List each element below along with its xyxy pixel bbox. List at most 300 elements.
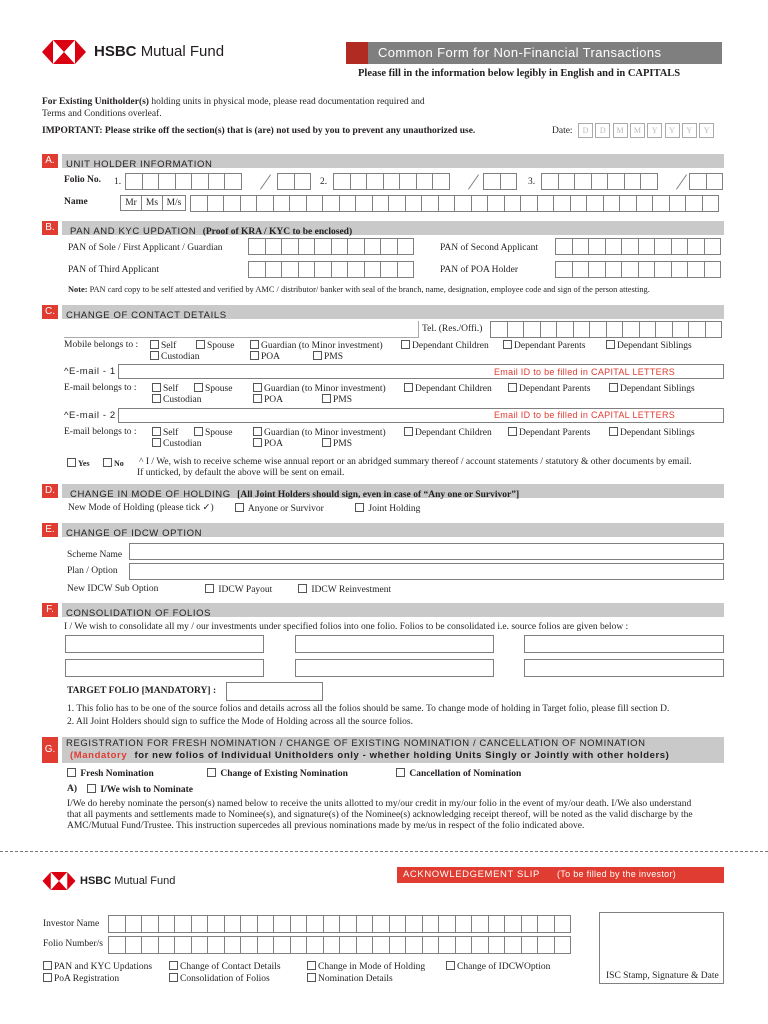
ack-folio-cell[interactable] [323, 936, 341, 954]
tel-cell[interactable] [688, 321, 706, 338]
mobile-pms[interactable] [313, 351, 343, 363]
folio-3-cell[interactable] [607, 173, 625, 190]
name-cell[interactable] [339, 195, 357, 212]
email2-custodian[interactable] [152, 438, 202, 450]
pan-first-cell[interactable] [397, 238, 415, 255]
email2-pms-checkbox[interactable] [322, 438, 331, 447]
folio-3-cell[interactable] [624, 173, 642, 190]
folio-2-cell[interactable] [383, 173, 401, 190]
ack-name-cell[interactable] [207, 915, 225, 933]
pan-poa-cell[interactable] [638, 261, 656, 278]
name-cell[interactable] [586, 195, 604, 212]
tel-cell[interactable] [589, 321, 607, 338]
mobile-parents-checkbox[interactable] [503, 340, 512, 349]
name-cell[interactable] [438, 195, 456, 212]
pan-third-cell[interactable] [281, 261, 299, 278]
pan-third-cell[interactable] [248, 261, 266, 278]
mobile-siblings[interactable] [606, 340, 692, 352]
mobile-poa-checkbox[interactable] [250, 351, 259, 360]
ack-folio-cell[interactable] [125, 936, 143, 954]
pan-second-cell[interactable] [654, 238, 672, 255]
date-cell[interactable]: M [630, 123, 645, 138]
email1-siblings-label: Dependant Siblings [620, 384, 695, 394]
source-folio-6[interactable] [524, 659, 724, 677]
form-subtitle: Please fill in the information below legibly in English and in CAPITALS [358, 68, 681, 79]
pan-first-cell[interactable] [314, 238, 332, 255]
email2-children-checkbox[interactable] [404, 427, 413, 436]
name-cell[interactable] [273, 195, 291, 212]
wish-nominate-checkbox[interactable] [87, 784, 96, 793]
folio-1b-cell[interactable] [294, 173, 312, 190]
ack-name-cell[interactable] [356, 915, 374, 933]
pan-third-cell[interactable] [347, 261, 365, 278]
scheme-name-input[interactable] [129, 543, 724, 560]
email2-parents-checkbox[interactable] [508, 427, 517, 436]
section-e-header: CHANGE OF IDCW OPTION [62, 523, 724, 537]
source-folio-3[interactable] [524, 635, 724, 653]
folio-1-cell[interactable] [142, 173, 160, 190]
pan-third-cell[interactable] [380, 261, 398, 278]
name-cell[interactable] [240, 195, 258, 212]
pan-third-cell[interactable] [397, 261, 415, 278]
mobile-poa[interactable] [250, 351, 280, 363]
ack-name-cell[interactable] [290, 915, 308, 933]
ack-name-cell[interactable] [455, 915, 473, 933]
name-cell[interactable] [537, 195, 555, 212]
pan-first-cell[interactable] [364, 238, 382, 255]
pan-second-cell[interactable] [605, 238, 623, 255]
idcw-payout-checkbox[interactable] [205, 584, 214, 593]
tel-cell[interactable] [507, 321, 525, 338]
mobile-self-checkbox[interactable] [150, 340, 159, 349]
source-folio-1[interactable] [65, 635, 264, 653]
ack-name-cell[interactable] [504, 915, 522, 933]
ack-consolidation-checkbox[interactable] [169, 973, 178, 982]
mobile-children-checkbox[interactable] [401, 340, 410, 349]
ack-poa-checkbox[interactable] [43, 973, 52, 982]
pan-poa-cell[interactable] [687, 261, 705, 278]
pan-second-cell[interactable] [687, 238, 705, 255]
date-label: Date: [552, 126, 573, 136]
ack-name-cell[interactable] [108, 915, 126, 933]
tel-cell[interactable] [523, 321, 541, 338]
ack-folio-cell[interactable] [422, 936, 440, 954]
ack-name-cell[interactable] [405, 915, 423, 933]
name-cell[interactable] [372, 195, 390, 212]
ack-folio-cell[interactable] [389, 936, 407, 954]
ack-folio-cell[interactable] [224, 936, 242, 954]
name-cell[interactable] [388, 195, 406, 212]
idcw-payout-option[interactable]: IDCW Payout [205, 584, 272, 596]
ack-name-cell[interactable] [306, 915, 324, 933]
ack-folio-cell[interactable] [158, 936, 176, 954]
pan-third-cell[interactable] [331, 261, 349, 278]
ack-name-cell[interactable] [438, 915, 456, 933]
folio-2b-cell[interactable] [483, 173, 501, 190]
source-folio-4[interactable] [65, 659, 264, 677]
email1-poa[interactable] [253, 394, 283, 406]
pan-second-cell[interactable] [555, 238, 573, 255]
name-cell[interactable] [520, 195, 538, 212]
ack-folio-cell[interactable] [290, 936, 308, 954]
folio-3-cell[interactable] [591, 173, 609, 190]
email1-poa-checkbox[interactable] [253, 394, 262, 403]
pan-poa-cell[interactable] [621, 261, 639, 278]
date-cell[interactable]: D [578, 123, 593, 138]
joint-holding-checkbox[interactable] [355, 503, 364, 512]
email1-siblings[interactable] [609, 383, 695, 395]
pan-second-cell[interactable] [638, 238, 656, 255]
pan-third-cell[interactable] [265, 261, 283, 278]
pan-third-cell[interactable] [364, 261, 382, 278]
folio-3b-cell[interactable] [689, 173, 707, 190]
tel-cell[interactable] [556, 321, 574, 338]
email2-siblings[interactable] [609, 427, 695, 439]
folio-1b-cell[interactable] [277, 173, 295, 190]
ack-name-cell[interactable] [257, 915, 275, 933]
ack-pan-kyc[interactable]: PAN and KYC Updations [43, 961, 152, 973]
email2-children[interactable] [404, 427, 492, 439]
form-title: Common Form for Non-Financial Transactions [378, 45, 662, 60]
email2-siblings-checkbox[interactable] [609, 427, 618, 436]
ack-name-cell[interactable] [141, 915, 159, 933]
mobile-custodian-checkbox[interactable] [150, 351, 159, 360]
folio-2-cell[interactable] [416, 173, 434, 190]
ack-folio-cell[interactable] [306, 936, 324, 954]
mobile-spouse-checkbox[interactable] [196, 340, 205, 349]
ack-contact[interactable]: Change of Contact Details [169, 961, 281, 973]
date-cell[interactable]: Y [665, 123, 680, 138]
name-cell[interactable] [256, 195, 274, 212]
tel-cell[interactable] [573, 321, 591, 338]
ack-folio-cell[interactable] [339, 936, 357, 954]
folio-2-cell[interactable] [399, 173, 417, 190]
email-2-belongs-label: E-mail belongs to : [64, 427, 137, 437]
ack-idcw-checkbox[interactable] [446, 961, 455, 970]
pan-poa-cell[interactable] [654, 261, 672, 278]
pan-third-cell[interactable] [314, 261, 332, 278]
ack-pan-kyc-checkbox[interactable] [43, 961, 52, 970]
ack-folio-cell[interactable] [554, 936, 572, 954]
form-title-bar [346, 42, 722, 64]
pan-poa-cell[interactable] [555, 261, 573, 278]
email2-poa-checkbox[interactable] [253, 438, 262, 447]
email1-parents[interactable] [508, 383, 591, 395]
email2-pms[interactable] [322, 438, 352, 450]
anyone-survivor-checkbox[interactable] [235, 503, 244, 512]
tel-cell[interactable] [655, 321, 673, 338]
folio-3-cell[interactable] [541, 173, 559, 190]
tel-cell[interactable] [490, 321, 508, 338]
folio-3b-cell[interactable] [706, 173, 724, 190]
date-cell[interactable]: Y [647, 123, 662, 138]
fresh-nomination-option[interactable]: Fresh Nomination [67, 768, 154, 780]
name-cell[interactable] [652, 195, 670, 212]
salutation-mr[interactable]: Mr [120, 195, 142, 211]
email1-self-checkbox[interactable] [152, 383, 161, 392]
name-cell[interactable] [685, 195, 703, 212]
ack-nomination-checkbox[interactable] [307, 973, 316, 982]
idcw-reinvest-checkbox[interactable] [298, 584, 307, 593]
tel-cell[interactable] [540, 321, 558, 338]
pan-first-cell[interactable] [347, 238, 365, 255]
consent-yes-checkbox[interactable] [67, 458, 76, 467]
ack-name-cell[interactable] [372, 915, 390, 933]
ack-nomination[interactable]: Nomination Details [307, 973, 393, 985]
pan-second-cell[interactable] [671, 238, 689, 255]
folio-1-cell[interactable] [208, 173, 226, 190]
folio-1-cell[interactable] [175, 173, 193, 190]
tel-cell[interactable] [622, 321, 640, 338]
name-cell[interactable] [289, 195, 307, 212]
name-cell[interactable] [570, 195, 588, 212]
change-nomination-option[interactable]: Change of Existing Nomination [207, 768, 348, 780]
name-cell[interactable] [322, 195, 340, 212]
change-nomination-checkbox[interactable] [207, 768, 216, 777]
name-cell[interactable] [619, 195, 637, 212]
mobile-siblings-checkbox[interactable] [606, 340, 615, 349]
folio-1-cell[interactable] [125, 173, 143, 190]
ack-name-cell[interactable] [323, 915, 341, 933]
name-cell[interactable] [207, 195, 225, 212]
email2-poa[interactable] [253, 438, 283, 450]
pan-second-cell[interactable] [704, 238, 722, 255]
pan-first-cell[interactable] [331, 238, 349, 255]
folio-1-cell[interactable] [224, 173, 242, 190]
ack-idcw[interactable]: Change of IDCWOption [446, 961, 550, 973]
ack-folio-cell[interactable] [273, 936, 291, 954]
mobile-input[interactable] [64, 321, 419, 338]
ack-name-cell[interactable] [273, 915, 291, 933]
email2-custodian-checkbox[interactable] [152, 438, 161, 447]
mobile-self-label: Self [161, 341, 177, 351]
date-cell[interactable]: Y [699, 123, 714, 138]
mobile-pms-checkbox[interactable] [313, 351, 322, 360]
mobile-custodian[interactable] [150, 351, 200, 363]
mobile-children[interactable] [401, 340, 489, 352]
section-b-tag: B. [42, 221, 58, 235]
name-cell[interactable] [669, 195, 687, 212]
email1-pms[interactable] [322, 394, 352, 406]
name-cell[interactable] [405, 195, 423, 212]
email1-spouse-checkbox[interactable] [194, 383, 203, 392]
email2-guardian-checkbox[interactable] [253, 427, 262, 436]
name-cell[interactable] [355, 195, 373, 212]
folio-1-cell[interactable] [158, 173, 176, 190]
email2-parents[interactable] [508, 427, 591, 439]
ack-folio-cell[interactable] [438, 936, 456, 954]
mobile-spouse[interactable] [196, 340, 234, 352]
ack-folio-cell[interactable] [455, 936, 473, 954]
ack-name-cell[interactable] [224, 915, 242, 933]
pan-second-cell[interactable] [572, 238, 590, 255]
section-f-header: CONSOLIDATION OF FOLIOS [62, 603, 724, 617]
ack-folio-cell[interactable] [108, 936, 126, 954]
ack-name-cell[interactable] [174, 915, 192, 933]
mobile-guardian-checkbox[interactable] [250, 340, 259, 349]
date-cell[interactable]: Y [682, 123, 697, 138]
folio-3-cell[interactable] [574, 173, 592, 190]
folio-separator [260, 174, 271, 189]
folio-1-cell[interactable] [191, 173, 209, 190]
name-cell[interactable] [702, 195, 720, 212]
email1-children-checkbox[interactable] [404, 383, 413, 392]
ack-folio-cell[interactable] [488, 936, 506, 954]
section-g-header: REGISTRATION FOR FRESH NOMINATION / CHANGE OF EXISTING NOMINATION / CANCELLATION OF NOMINATION (Mandatory for new folios of Individual Unitholders only - whether holding Units Singly or Jointly with other holders) [62, 737, 724, 763]
ack-folio-cell[interactable] [537, 936, 555, 954]
pan-second-cell[interactable] [621, 238, 639, 255]
pan-poa-cell[interactable] [704, 261, 722, 278]
joint-holding-option[interactable]: Joint Holding [355, 503, 420, 515]
email1-custodian-checkbox[interactable] [152, 394, 161, 403]
date-cell[interactable]: M [613, 123, 628, 138]
cancel-nomination-option[interactable]: Cancellation of Nomination [396, 768, 521, 780]
mobile-siblings-label: Dependant Siblings [617, 341, 692, 351]
folio-3-cell[interactable] [640, 173, 658, 190]
salutation-ms[interactable]: Ms [141, 195, 163, 211]
ack-folio-cell[interactable] [372, 936, 390, 954]
tel-cell[interactable] [672, 321, 690, 338]
ack-folio-cell[interactable] [191, 936, 209, 954]
name-cell[interactable] [306, 195, 324, 212]
email1-custodian[interactable] [152, 394, 202, 406]
pan-poa-cell[interactable] [605, 261, 623, 278]
anyone-survivor-option[interactable]: Anyone or Survivor [235, 503, 324, 515]
ack-name-cell[interactable] [125, 915, 143, 933]
name-label: Name [64, 197, 88, 207]
folio-1-num: 1. [114, 177, 122, 187]
email-1-belongs-label: E-mail belongs to : [64, 383, 137, 393]
folio-2-cell[interactable] [350, 173, 368, 190]
name-cell[interactable] [603, 195, 621, 212]
ack-name-cell[interactable] [240, 915, 258, 933]
name-cell[interactable] [223, 195, 241, 212]
pan-first-cell[interactable] [281, 238, 299, 255]
target-folio-input[interactable] [226, 682, 323, 701]
mobile-belongs-label: Mobile belongs to : [64, 340, 139, 350]
name-cell[interactable] [471, 195, 489, 212]
ack-mode-holding-checkbox[interactable] [307, 961, 316, 970]
name-cell[interactable] [421, 195, 439, 212]
section-g-tag: G. [42, 737, 58, 763]
nomination-para-2: that all payments and settlements made to Nominee(s), and signature(s) of the Nominee(s) acknowledging receipt thereof, will be noted as the valid discharge by the [67, 810, 693, 820]
pan-second-cell[interactable] [588, 238, 606, 255]
email-2-hint: Email ID to be filled in CAPITAL LETTERS [494, 410, 676, 420]
name-cell[interactable] [636, 195, 654, 212]
email1-pms-checkbox[interactable] [322, 394, 331, 403]
wish-nominate-option[interactable]: I/We wish to Nominate [87, 784, 193, 796]
ack-name-cell[interactable] [537, 915, 555, 933]
ack-folio-cell[interactable] [471, 936, 489, 954]
ack-name-cell[interactable] [191, 915, 209, 933]
pan-first-label: PAN of Sole / First Applicant / Guardian [68, 243, 223, 253]
pan-second-label: PAN of Second Applicant [440, 243, 539, 253]
folio-3-cell[interactable] [558, 173, 576, 190]
intro-text: For Existing Unitholder(s) holding units in physical mode, please read documentation required and [42, 97, 425, 107]
ack-name-cell[interactable] [339, 915, 357, 933]
mobile-parents-label: Dependant Parents [514, 341, 586, 351]
folio-2-cell[interactable] [366, 173, 384, 190]
ack-name-cell[interactable] [158, 915, 176, 933]
pan-poa-cell[interactable] [671, 261, 689, 278]
pan-first-cell[interactable] [248, 238, 266, 255]
pan-poa-cell[interactable] [572, 261, 590, 278]
email2-children-label: Dependant Children [415, 428, 492, 438]
name-cell[interactable] [190, 195, 208, 212]
mobile-poa-label: POA [261, 352, 281, 362]
pan-first-cell[interactable] [298, 238, 316, 255]
email1-parents-checkbox[interactable] [508, 383, 517, 392]
idcw-reinvest-option[interactable]: IDCW Reinvestment [298, 584, 391, 596]
source-folio-5[interactable] [295, 659, 494, 677]
ack-folio-cell[interactable] [504, 936, 522, 954]
ack-folio-cell[interactable] [174, 936, 192, 954]
hsbc-logo [42, 40, 86, 64]
cancel-nomination-checkbox[interactable] [396, 768, 405, 777]
ack-folio-cell[interactable] [141, 936, 159, 954]
pan-first-cell[interactable] [265, 238, 283, 255]
ack-contact-checkbox[interactable] [169, 961, 178, 970]
salutation-ms-company[interactable]: M/s [162, 195, 186, 211]
folio-2-cell[interactable] [432, 173, 450, 190]
name-cell[interactable] [454, 195, 472, 212]
email1-children[interactable] [404, 383, 492, 395]
consent-no[interactable]: No [103, 458, 124, 468]
ack-poa[interactable]: PoA Registration [43, 973, 119, 985]
ack-name-cell[interactable] [554, 915, 572, 933]
email1-siblings-checkbox[interactable] [609, 383, 618, 392]
ack-mode-holding[interactable]: Change in Mode of Holding [307, 961, 425, 973]
tel-cell[interactable] [606, 321, 624, 338]
ack-folio-cell[interactable] [240, 936, 258, 954]
name-cell[interactable] [553, 195, 571, 212]
email1-guardian-checkbox[interactable] [253, 383, 262, 392]
name-cell[interactable] [504, 195, 522, 212]
ack-folio-cell[interactable] [405, 936, 423, 954]
ack-folio-cell[interactable] [257, 936, 275, 954]
ack-folio-cell[interactable] [356, 936, 374, 954]
scheme-name-label: Scheme Name [67, 550, 123, 560]
plan-option-input[interactable] [129, 563, 724, 580]
ack-name-cell[interactable] [422, 915, 440, 933]
ack-folio-cell[interactable] [207, 936, 225, 954]
consent-no-checkbox[interactable] [103, 458, 112, 467]
name-cell[interactable] [487, 195, 505, 212]
ack-name-cell[interactable] [488, 915, 506, 933]
pan-first-cell[interactable] [380, 238, 398, 255]
pan-poa-cell[interactable] [588, 261, 606, 278]
folio-2b-cell[interactable] [500, 173, 518, 190]
ack-name-cell[interactable] [389, 915, 407, 933]
pan-third-cell[interactable] [298, 261, 316, 278]
folio-2-cell[interactable] [333, 173, 351, 190]
date-cell[interactable]: D [595, 123, 610, 138]
email2-spouse-checkbox[interactable] [194, 427, 203, 436]
source-folio-2[interactable] [295, 635, 494, 653]
tel-cell[interactable] [705, 321, 723, 338]
ack-consolidation[interactable]: Consolidation of Folios [169, 973, 270, 985]
section-c-header: CHANGE OF CONTACT DETAILS [62, 305, 724, 319]
fresh-nomination-checkbox[interactable] [67, 768, 76, 777]
tel-cell[interactable] [639, 321, 657, 338]
consent-text-2: If unticked, by default the above will be sent on email. [137, 468, 345, 478]
email2-self-checkbox[interactable] [152, 427, 161, 436]
ack-name-cell[interactable] [471, 915, 489, 933]
ack-name-cell[interactable] [521, 915, 539, 933]
consent-yes[interactable]: Yes [67, 458, 90, 468]
mobile-parents[interactable] [503, 340, 586, 352]
ack-folio-cell[interactable] [521, 936, 539, 954]
